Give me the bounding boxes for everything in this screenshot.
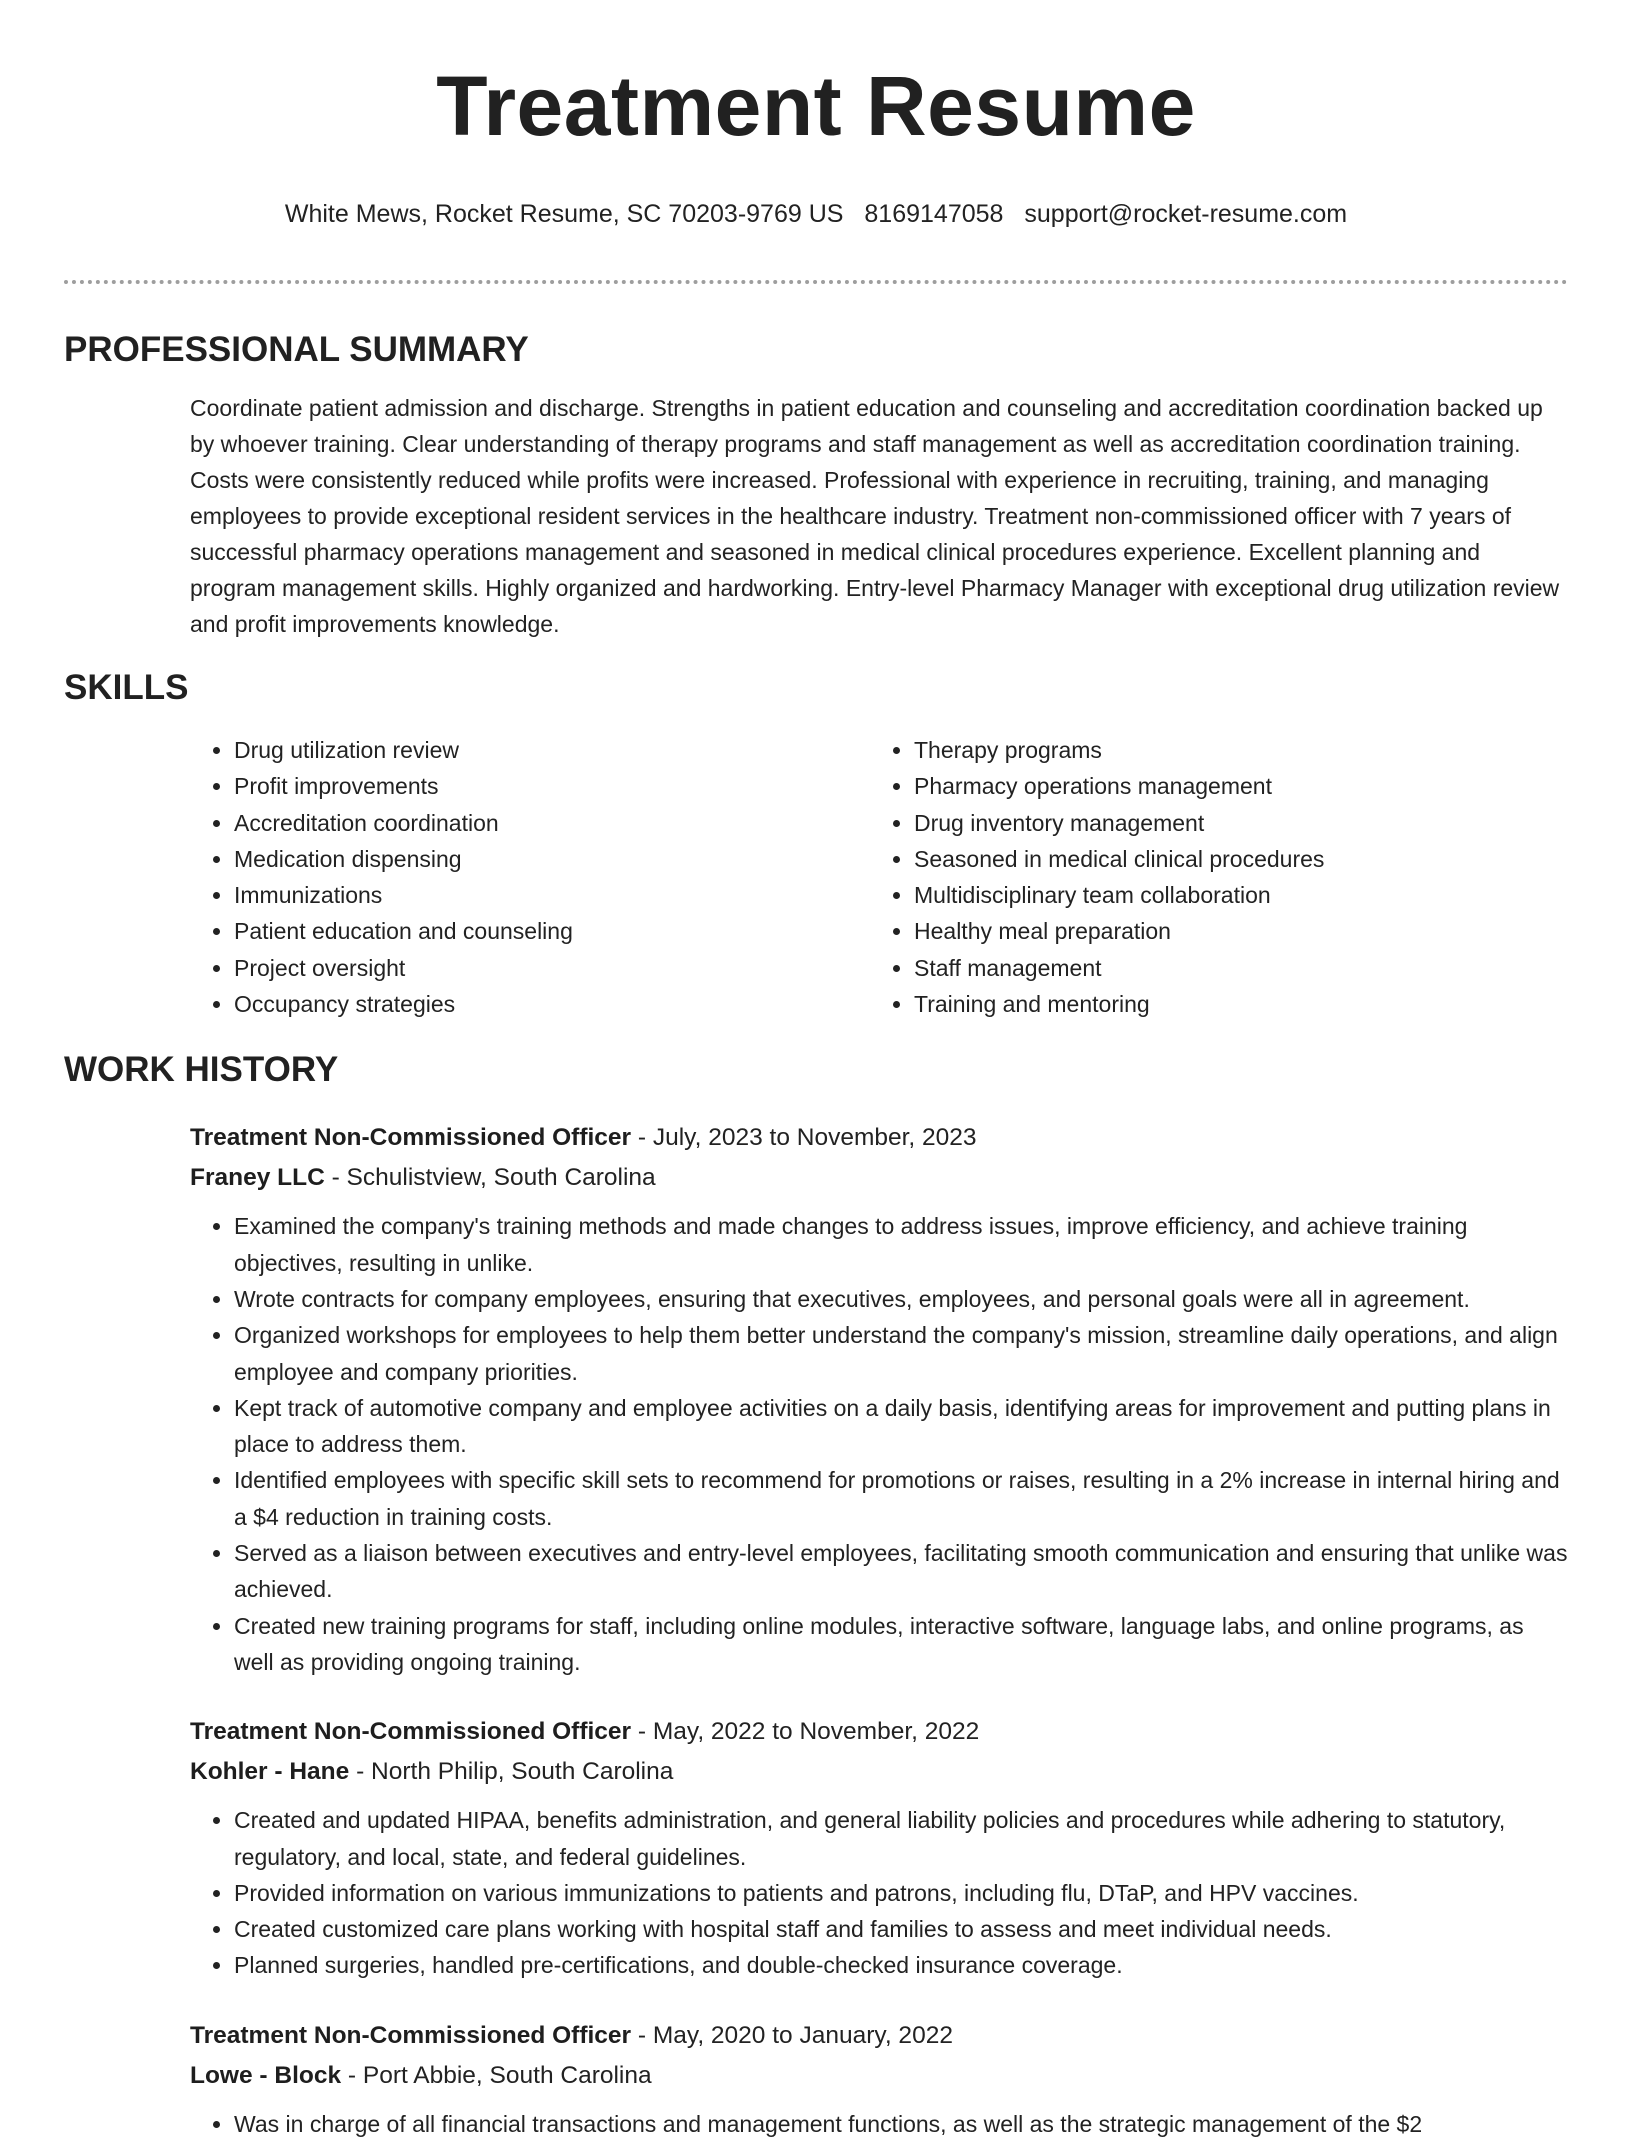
job-bullet: • Provided information on various immunizations to patients and patrons, including flu, DTaP, and HPV vaccines.	[234, 1875, 1568, 1911]
contact-address: White Mews, Rocket Resume, SC 70203-9769 US	[284, 200, 844, 228]
job-location: - North Philip, South Carolina	[349, 1758, 674, 1786]
skills-column-left	[190, 732, 870, 1022]
job-company: Kohler - Hane	[190, 1758, 350, 1786]
job-company-line	[190, 2056, 1568, 2096]
skills-heading: SKILLS	[64, 668, 189, 707]
skill-item: • Medication dispensing	[234, 841, 870, 877]
skill-item: • Drug utilization review	[234, 732, 870, 768]
job-role: Treatment Non-Commissioned Officer	[190, 1124, 632, 1152]
job-company-line	[190, 1158, 1568, 1198]
job-bullet: • Created new training programs for staff, including online modules, interactive software, language labs, and online programs, as well as providing ongoing training.	[234, 1608, 1568, 1681]
job-bullets	[190, 2106, 1568, 2142]
skill-item: • Therapy programs	[914, 732, 1550, 768]
summary-text: Coordinate patient admission and discharge. Strengths in patient education and counseling and accreditation coordination backed up by whoever training. Clear understanding of therapy programs and staff management as well as accreditation coordination training. Costs were consistently reduced while profits were increased. Professional with experience in recruiting, training, and managing employees to provide exceptional resident services in the healthcare industry. Treatment non-commissioned officer with 7 years of successful pharmacy operations management and seasoned in medical clinical procedures experience. Excellent planning and program management skills. Highly organized and hardworking. Entry-level Pharmacy Manager with exceptional drug utilization review and profit improvements knowledge.	[190, 395, 1560, 637]
skills-list	[190, 732, 1568, 1022]
contact-line	[64, 198, 1568, 230]
job-bullet: • Created customized care plans working with hospital staff and families to assess and meet individual needs.	[234, 1911, 1568, 1947]
skill-item: • Training and mentoring	[914, 986, 1550, 1022]
job-company-line	[190, 1752, 1568, 1792]
skill-item: • Patient education and counseling	[234, 913, 870, 949]
job-company: Franey LLC	[190, 1164, 325, 1192]
header-divider	[64, 280, 1568, 284]
job-entry	[190, 1712, 1568, 1983]
contact-phone: 8169147058	[864, 200, 1004, 228]
job-bullet: • Created and updated HIPAA, benefits administration, and general liability policies and procedures while adhering to statutory, regulatory, and local, state, and federal guidelines.	[234, 1802, 1568, 1875]
job-entry	[190, 1118, 1568, 1680]
summary-heading: PROFESSIONAL SUMMARY	[64, 330, 529, 369]
skill-item: • Accreditation coordination	[234, 805, 870, 841]
job-bullet: • Organized workshops for employees to help them better understand the company's mission, streamline daily operations, and align employee and company priorities.	[234, 1317, 1568, 1390]
job-role: Treatment Non-Commissioned Officer	[190, 2021, 632, 2049]
job-location: - Port Abbie, South Carolina	[341, 2061, 652, 2089]
job-bullet: • Examined the company's training methods and made changes to address issues, improve efficiency, and achieve training objectives, resulting in unlike.	[234, 1208, 1568, 1281]
skill-item: • Pharmacy operations management	[914, 768, 1550, 804]
contact-email: support@rocket-resume.com	[1024, 200, 1348, 228]
job-bullet: • Kept track of automotive company and employee activities on a daily basis, identifying areas for improvement and putting plans in place to address them.	[234, 1390, 1568, 1463]
skill-item: • Profit improvements	[234, 768, 870, 804]
job-dates: - May, 2020 to January, 2022	[631, 2021, 953, 2049]
job-bullet: • Planned surgeries, handled pre-certifications, and double-checked insurance coverage.	[234, 1947, 1568, 1983]
skills-column-right	[870, 732, 1550, 1022]
skill-item: • Drug inventory management	[914, 805, 1550, 841]
job-dates: - July, 2023 to November, 2023	[631, 1124, 977, 1152]
job-bullets	[190, 1208, 1568, 1680]
skill-item: • Seasoned in medical clinical procedures	[914, 841, 1550, 877]
skill-item: • Healthy meal preparation	[914, 913, 1550, 949]
skill-item: • Immunizations	[234, 877, 870, 913]
job-role: Treatment Non-Commissioned Officer	[190, 1718, 632, 1746]
skill-item: • Occupancy strategies	[234, 986, 870, 1022]
job-location: - Schulistview, South Carolina	[324, 1164, 656, 1192]
skill-item: • Multidisciplinary team collaboration	[914, 877, 1550, 913]
job-entry	[190, 2016, 1568, 2142]
work-history-heading: WORK HISTORY	[64, 1050, 339, 1090]
job-bullet: • Wrote contracts for company employees, ensuring that executives, employees, and personal goals were all in agreement.	[234, 1281, 1568, 1317]
job-bullets	[190, 1802, 1568, 1983]
skill-item: • Project oversight	[234, 950, 870, 986]
job-bullet: • Served as a liaison between executives and entry-level employees, facilitating smooth communication and ensuring that unlike was achieved.	[234, 1535, 1568, 1608]
job-bullet: • Was in charge of all financial transactions and management functions, as well as the strategic management of the $2	[234, 2106, 1568, 2142]
job-title-line	[190, 1118, 1568, 1158]
skill-item: • Staff management	[914, 950, 1550, 986]
job-bullet: • Identified employees with specific skill sets to recommend for promotions or raises, resulting in a 2% increase in internal hiring and a $4 reduction in training costs.	[234, 1462, 1568, 1535]
job-dates: - May, 2022 to November, 2022	[631, 1718, 980, 1746]
resume-name: Treatment Resume	[436, 59, 1196, 153]
job-title-line	[190, 2016, 1568, 2056]
job-title-line	[190, 1712, 1568, 1752]
job-company: Lowe - Block	[190, 2061, 342, 2089]
